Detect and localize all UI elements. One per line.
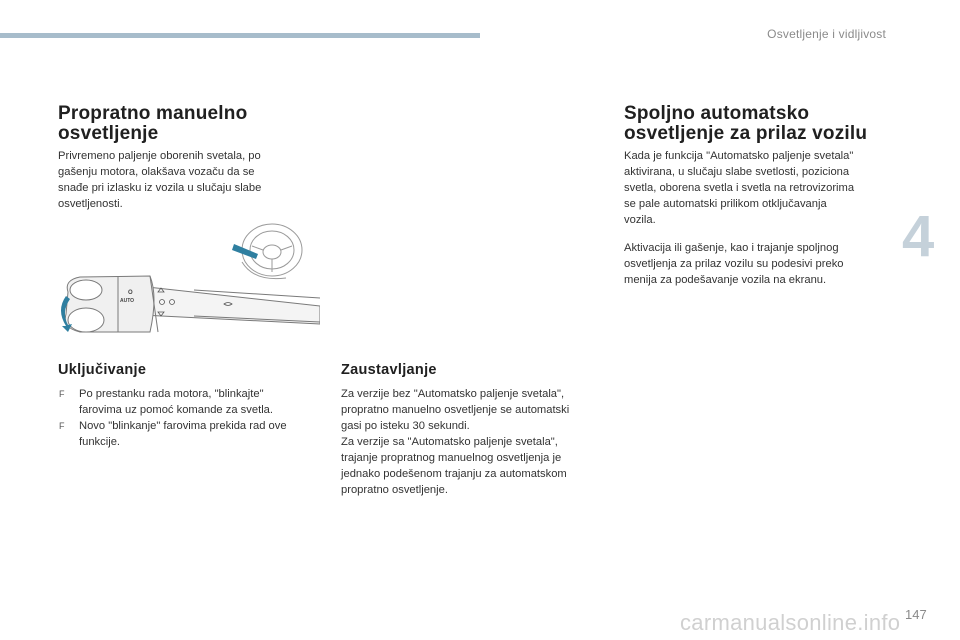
text-line: Privremeno paljenje oborenih svetala, po <box>58 150 261 162</box>
text-line: se pale automatski prilikom otključavanja <box>624 198 827 210</box>
header-rule <box>0 33 480 38</box>
text-line: aktivirana, u slučaju slabe svetlosti, poziciona <box>624 166 850 178</box>
text-line: Po prestanku rada motora, "blinkajte" <box>79 388 264 400</box>
spoljno-paragraph-1 <box>624 148 886 228</box>
text-line: trajanje propratnog manuelnog osvetljenja je <box>341 452 562 464</box>
list-item-text <box>79 418 320 450</box>
text-line: propratno osvetljenje. <box>341 484 448 496</box>
text-line: funkcije. <box>79 436 121 448</box>
stalk-label-auto: AUTO <box>120 298 135 304</box>
text-line: propratno manuelno osvetljenje se automatski <box>341 404 570 416</box>
lighting-stalk-icon <box>65 276 320 332</box>
watermark: carmanualsonline.info <box>680 610 901 635</box>
stalk-label-off: O <box>128 290 133 296</box>
title-line: Propratno manuelno <box>58 103 248 124</box>
list-item-text <box>79 386 320 418</box>
text-line: farovima uz pomoć komande za svetla. <box>79 404 274 416</box>
headlamp-stalk-illustration <box>54 222 320 354</box>
section-title-propratno <box>58 104 247 144</box>
text-line: Kada je funkcija "Automatsko paljenje svetala" <box>624 150 854 162</box>
text-line: jednako podešenom trajanju za automatskom <box>341 468 567 480</box>
spoljno-paragraph-2 <box>624 240 886 288</box>
section-title-spoljno <box>624 104 867 144</box>
text-line: vozila. <box>624 214 656 226</box>
bullet-mark: F <box>59 421 65 431</box>
title-line: osvetljenje za prilaz vozilu <box>624 123 868 144</box>
text-line: Novo "blinkanje" farovima prekida rad ove <box>79 420 287 432</box>
text-line: osvetljenosti. <box>58 198 123 210</box>
zaustavljanje-paragraph <box>341 386 603 498</box>
running-title: Osvetljenje i vidljivost <box>767 27 886 41</box>
title-line: Spoljno automatsko <box>624 103 810 124</box>
text-line: gasi po isteku 30 sekundi. <box>341 420 470 432</box>
title-line: osvetljenje <box>58 123 159 144</box>
text-line: gašenju motora, olakšava vozaču da se <box>58 166 255 178</box>
text-line: osvetljenja za prilaz vozilu su podesivi preko <box>624 258 844 270</box>
text-line: Aktivacija ili gašenje, kao i trajanje spoljnog <box>624 242 839 254</box>
heading-ukljucivanje: Uključivanje <box>58 362 147 378</box>
text-line: Za verzije sa "Automatsko paljenje svetala", <box>341 436 558 448</box>
intro-paragraph <box>58 148 308 212</box>
list-item <box>58 386 320 418</box>
page-number: 147 <box>905 607 927 622</box>
list-item <box>58 418 320 450</box>
text-line: menija za podešavanje vozila na ekranu. <box>624 274 827 286</box>
chapter-number: 4 <box>902 204 935 269</box>
text-line: svetla, oborena svetla i svetla na retrovizorima <box>624 182 855 194</box>
text-line: Za verzije bez "Automatsko paljenje svetala", <box>341 388 565 400</box>
heading-zaustavljanje: Zaustavljanje <box>341 362 437 378</box>
ukljucivanje-list <box>58 386 320 450</box>
text-line: snađe pri izlasku iz vozila u slučaju slabe <box>58 182 262 194</box>
bullet-mark: F <box>59 389 65 399</box>
